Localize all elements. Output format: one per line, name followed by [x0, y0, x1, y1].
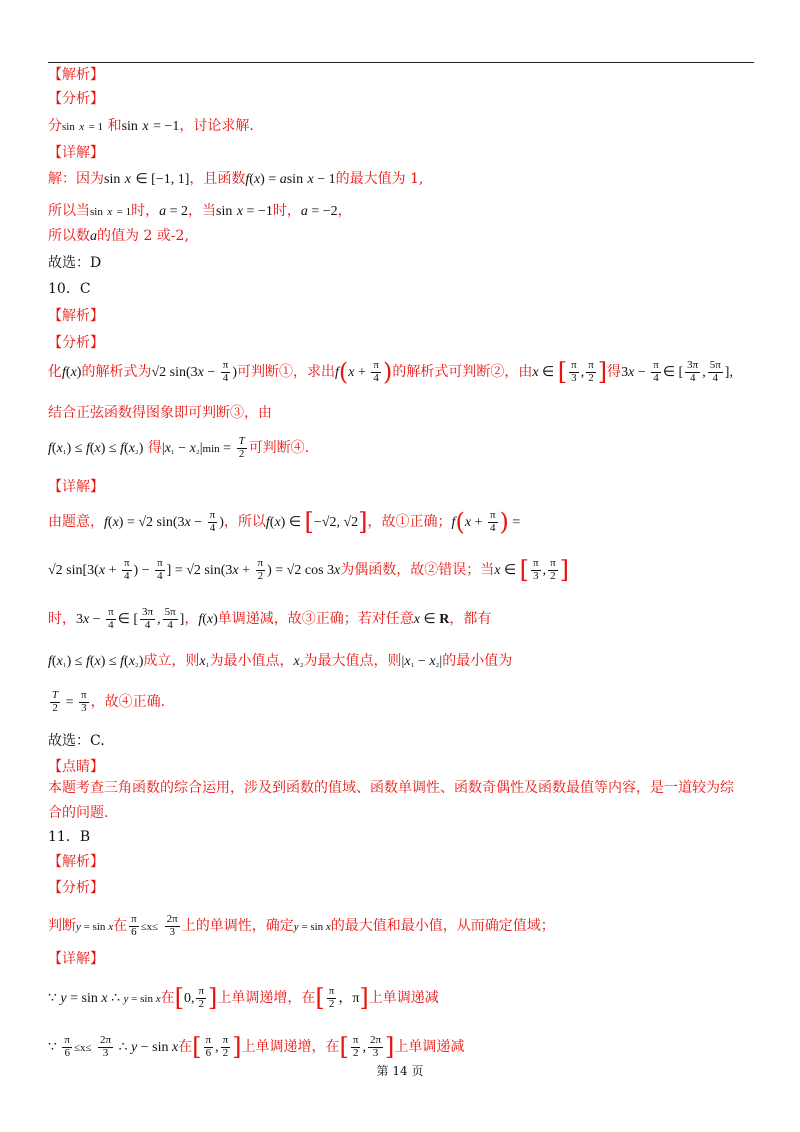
q10-note-line-1: 本题考查三角函数的综合运用，涉及到函数的值域、函数单调性、函数奇偶性及函数最值等内容，是一道较为综 [48, 780, 734, 796]
header-rule [48, 62, 754, 63]
q10-heading: 10．C [48, 281, 91, 297]
q10-analysis-line-2: 结合正弦函数得图象即可判断③，由 [48, 405, 272, 421]
label-fenxi-q11: 【分析】 [48, 880, 104, 896]
label-jiexi-q11: 【解析】 [48, 854, 104, 870]
q10-note-line-2: 合的问题. [48, 805, 109, 821]
label-dianjing: 【点睛】 [48, 759, 104, 775]
q10-solution-line-2: √2 sin[3(x + $\frac{\pi}{4}$ ) − $\frac{\pi}{4}$ ] = √2 sin(3x + $\frac{\pi}{2}$ ) = √2 cos 3x为偶函数，故②错误；当x ∈ [ $\frac{\pi}{3}$ , $\frac{\pi}{2}$ ] [48, 556, 570, 585]
q9-solution-line-1: 解：因为sin x ∈ [−1, 1]，且函数f(x) = asin x − 1的最大值为 1, [48, 171, 424, 187]
label-xiangjie-q11: 【详解】 [48, 951, 104, 967]
q9-solution-line-2: 所以当sin x = 1时，a = 2，当sin x = −1时，a = −2， [48, 203, 352, 219]
q10-analysis-line-3: f(x₁) ≤ f(x) ≤ f(x₂) 得|x₁ − x₂|min = $\frac{T}{2}$ 可判断④. [48, 435, 310, 460]
q10-answer: 故选：C. [48, 733, 105, 749]
q10-solution-line-3: 时，3x − $\frac{\pi}{4}$ ∈ [ $\frac{3\pi}{4}$ , $\frac{5\pi}{4}$ ]，f(x)单调递减，故③正确；若对任意x ∈ R，都有 [48, 606, 492, 631]
page-number: 第 14 页 [376, 1064, 424, 1078]
q10-solution-line-5: $\frac{T}{2}$ = $\frac{\pi}{3}$ ，故④正确. [52, 689, 166, 714]
label-jiexi-q10: 【解析】 [48, 308, 104, 324]
q10-analysis-line-1: 化f(x)的解析式为√2 sin(3x − $\frac{\pi}{4}$ )可判断①，求出f(x + $\frac{\pi}{4}$ )的解析式可判断②，由x ∈ [ $\frac{\pi}{3}$ , $\frac{\pi}{2}$ ]得3x − $\frac{\pi}{4}$ ∈ [ $\frac{3\pi}{4}$ , $\frac{5\pi}{4}$ ], [48, 358, 733, 387]
q11-analysis-line: 判断y = sin x在 $\frac{\pi}{6}$ ≤x≤ $\frac{2\pi}{3}$ 上的单调性，确定y = sin x的最大值和最小值，从而确定值域； [48, 913, 555, 938]
q11-solution-line-1: ∵ y = sin x ∴ y = sin x在[0, $\frac{\pi}{2}$ ]上单调递增，在[ $\frac{\pi}{2}$ ，π]上单调递减 [48, 984, 439, 1013]
label-xiangjie-q10: 【详解】 [48, 479, 104, 495]
q11-heading: 11．B [48, 829, 91, 845]
q9-solution-line-3: 所以数a的值为 2 或-2, [48, 228, 189, 244]
label-fenxi: 【分析】 [48, 91, 104, 107]
q10-solution-line-1: 由题意，f(x) = √2 sin(3x − $\frac{\pi}{4}$ )，所以f(x) ∈ [−√2, √2]，故①正确；f(x + $\frac{\pi}{4}$ ) = [48, 508, 521, 537]
q9-answer: 故选：D [48, 255, 102, 271]
q11-solution-line-2: ∵ $\frac{\pi}{6}$ ≤x≤ $\frac{2\pi}{3}$ ∴ y − sin x在[ $\frac{\pi}{6}$ , $\frac{\pi}{2}$ ]上单调递增，在[ $\frac{\pi}{2}$ , $\frac{2\pi}{3}$ ]上单调递减 [48, 1033, 465, 1062]
q9-analysis-line: 分sin x = 1 和sin x = −1，讨论求解. [48, 118, 254, 134]
q10-solution-line-4: f(x₁) ≤ f(x) ≤ f(x₂)成立，则x₁为最小值点，x₂为最大值点，则|x₁ − x₂|的最小值为 [48, 653, 513, 669]
label-fenxi-q10: 【分析】 [48, 335, 104, 351]
label-xiangjie-q9: 【详解】 [48, 145, 104, 161]
label-jiexi: 【解析】 [48, 67, 104, 83]
